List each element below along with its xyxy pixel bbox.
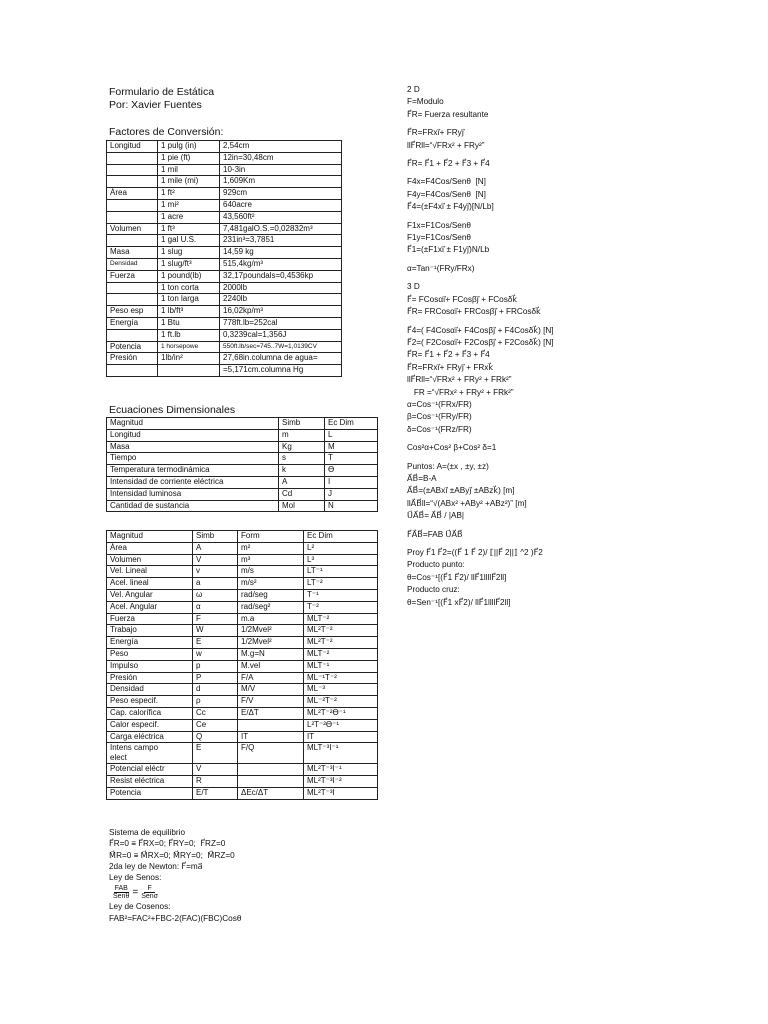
derived-magnitudes-cell: T⁻¹ [304, 589, 378, 601]
conversion-factors-row [107, 317, 342, 329]
vector-formula-line: F⃗= FCosαi⃗+ FCosβj⃗ + FCosδk⃗ [407, 294, 518, 304]
derived-magnitudes-header-row [107, 531, 378, 543]
derived-magnitudes-cell: Fuerza [107, 613, 193, 625]
conversion-factors-cell: 1 horsepowe [158, 341, 220, 353]
derived-magnitudes-cell: d [193, 684, 238, 696]
vector-formula-line: F⃗R= F⃗1 + F⃗2 + F⃗3 + F⃗4 [407, 350, 490, 360]
conversion-factors-cell: Área [107, 188, 158, 200]
conversion-factors-cell: 2000lb [220, 282, 342, 294]
conversion-factors-cell: 1 acre [158, 211, 220, 223]
derived-magnitudes-cell: MLT⁻² [304, 613, 378, 625]
vector-formula-line: F⃗R= F⃗1 + F⃗2 + F⃗3 + F⃗4 [407, 159, 490, 169]
derived-magnitudes-cell: ML²T⁻³I⁻¹ [304, 764, 378, 776]
equilibrium-line: Sistema de equilibrio [109, 828, 186, 837]
conversion-factors-cell: 1 pulg (in) [158, 141, 220, 153]
base-units-row [107, 488, 378, 500]
derived-magnitudes-row [107, 660, 378, 672]
derived-magnitudes-row [107, 731, 378, 743]
conversion-factors-row [107, 258, 342, 270]
conversion-factors-row [107, 294, 342, 306]
author-line: Por: Xavier Fuentes [109, 99, 202, 111]
conversion-factors-cell [107, 199, 158, 211]
conversion-factors-cell [107, 329, 158, 341]
base-units-cell: s [279, 453, 325, 465]
base-units-cell: M [325, 441, 378, 453]
equilibrium-section [109, 827, 241, 924]
derived-magnitudes-cell: ML⁻³ [304, 684, 378, 696]
base-units-cell: A [279, 476, 325, 488]
base-units-cell: m [279, 429, 325, 441]
derived-magnitudes-cell: R [193, 776, 238, 788]
vector-formula-line: F⃗4=(±F4xi⃗ ± F4yj⃗)[N/Lb] [407, 202, 494, 212]
base-units-header-cell: Magnitud [107, 418, 279, 430]
conversion-factors-cell: 1 slug [158, 247, 220, 259]
derived-magnitudes-cell: F/Q [238, 743, 304, 764]
derived-magnitudes-cell: Trabajo [107, 625, 193, 637]
conversion-factors-cell: 1 ft² [158, 188, 220, 200]
conversion-factors-row [107, 164, 342, 176]
derived-magnitudes-cell: α [193, 601, 238, 613]
derived-magnitudes-cell: Resist eléctrica [107, 776, 193, 788]
conversion-factors-title: Factores de Conversión: [109, 126, 224, 138]
derived-magnitudes-row [107, 707, 378, 719]
vector-formula-line: llF⃗Rll=“√FRx² + FRy²” [407, 140, 485, 150]
conversion-factors-cell: Densidad [107, 258, 158, 270]
vector-formula-line: Cos²α+Cos² β+Cos² δ=1 [407, 443, 497, 453]
derived-magnitudes-cell: rad/seg² [238, 601, 304, 613]
derived-magnitudes-cell: m/s [238, 566, 304, 578]
conversion-factors-cell: 1 ton larga [158, 294, 220, 306]
conversion-factors-cell: =5,171cm.columna Hg [220, 365, 342, 377]
derived-magnitudes-cell: Calor especif. [107, 719, 193, 731]
conversion-factors-row [107, 152, 342, 164]
vector-formula-line: A⃗B⃗=B-A [407, 473, 437, 483]
derived-magnitudes-cell: E/ΔT [238, 707, 304, 719]
derived-magnitudes-cell: 1/2Mvel² [238, 637, 304, 649]
derived-magnitudes-cell: m/s² [238, 578, 304, 590]
conversion-factors-cell [107, 365, 158, 377]
sines-numerator-2: F [144, 885, 154, 893]
derived-magnitudes-cell: Potencial eléctr [107, 764, 193, 776]
derived-magnitudes-row [107, 637, 378, 649]
derived-magnitudes-row [107, 566, 378, 578]
conversion-factors-row [107, 341, 342, 353]
derived-magnitudes-cell: rad/seg [238, 589, 304, 601]
conversion-factors-row [107, 188, 342, 200]
derived-magnitudes-cell: L²T⁻²ϴ⁻¹ [304, 719, 378, 731]
conversion-factors-cell: 1 ft³ [158, 223, 220, 235]
vector-formula-line: F=Modulo [407, 97, 444, 107]
base-units-row [107, 476, 378, 488]
base-units-cell: ϴ [325, 465, 378, 477]
conversion-factors-cell: Potencia [107, 341, 158, 353]
cosines-title: Ley de Cosenos: [109, 902, 171, 912]
derived-magnitudes-header-cell: Ec Dim [304, 531, 378, 543]
derived-magnitudes-cell: ω [193, 589, 238, 601]
derived-magnitudes-cell: ML⁻²T⁻² [304, 696, 378, 708]
vector-formula-line: F1y=F1Cos/Senθ [407, 233, 471, 243]
derived-magnitudes-cell: MLT⁻³I⁻¹ [304, 743, 378, 764]
base-units-cell: Cd [279, 488, 325, 500]
derived-magnitudes-cell: LT⁻² [304, 578, 378, 590]
base-units-header-row [107, 418, 378, 430]
base-units-row [107, 465, 378, 477]
vector-formula-line: F1x=F1Cos/Senθ [407, 220, 471, 230]
derived-magnitudes-cell: ΔEc/ΔT [238, 787, 304, 799]
vector-formula-line: Puntos: A=(±x , ±y, ±z) [407, 461, 489, 471]
sines-numerator-1: FAB [114, 884, 128, 892]
derived-magnitudes-cell: ρ [193, 696, 238, 708]
derived-magnitudes-header-cell: Form [238, 531, 304, 543]
base-units-cell: Mol [279, 500, 325, 512]
conversion-factors-cell: 1lb/in² [158, 353, 220, 365]
base-units-cell: T [325, 453, 378, 465]
derived-magnitudes-cell: Ce [193, 719, 238, 731]
vector-formula-line: F⃗R=FRxi⃗+ FRyj⃗ [407, 128, 465, 138]
equilibrium-line: M⃗R=0 ≡ M⃗RX=0; M⃗RY=0; M⃗RZ=0 [109, 850, 235, 860]
conversion-factors-cell: 1 gal U.S. [158, 235, 220, 247]
derived-magnitudes-header-cell: Magnitud [107, 531, 193, 543]
derived-magnitudes-cell: E [193, 743, 238, 764]
equilibrium-line: Ley de Senos: [109, 873, 162, 883]
base-units-cell: k [279, 465, 325, 477]
vector-formula-line: α=Cos⁻¹(FRx/FR) [407, 399, 472, 409]
conversion-factors-cell: 550ft.lb/sec=745..7W=1,0139CV [220, 341, 342, 353]
conversion-factors-cell: 1 pound(lb) [158, 270, 220, 282]
base-units-table [106, 417, 378, 512]
base-units-cell: J [325, 488, 378, 500]
conversion-factors-cell [158, 365, 220, 377]
vector-formula-line: FR =“√FRx² + FRy² + FRk²” [407, 387, 514, 397]
vector-formula-line: F⃗R= FRCosαi⃗+ FRCosβj⃗ + FRCosδk⃗ [407, 307, 541, 317]
conversion-factors-row [107, 176, 342, 188]
conversion-factors-cell: Masa [107, 247, 158, 259]
derived-magnitudes-cell: Impulso [107, 660, 193, 672]
conversion-factors-row [107, 247, 342, 259]
conversion-factors-cell: 1 pie (ft) [158, 152, 220, 164]
conversion-factors-cell [107, 176, 158, 188]
derived-magnitudes-cell: Área [107, 542, 193, 554]
derived-magnitudes-cell: ML⁻¹T⁻² [304, 672, 378, 684]
base-units-row [107, 429, 378, 441]
derived-magnitudes-cell: Cap. calorífica [107, 707, 193, 719]
derived-magnitudes-cell: Carga eléctrica [107, 731, 193, 743]
derived-magnitudes-table [106, 530, 378, 800]
derived-magnitudes-cell: Volumen [107, 554, 193, 566]
conversion-factors-cell: 12in=30,48cm [220, 152, 342, 164]
derived-magnitudes-cell: Acel. Angular [107, 601, 193, 613]
vector-formula-line: θ=Cos⁻¹[(F⃗1 F⃗2)/ llF⃗1llllF⃗2ll] [407, 572, 507, 582]
base-units-row [107, 500, 378, 512]
base-units-cell: N [325, 500, 378, 512]
vector-formula-line: llF⃗Rll=“√FRx² + FRy² + FRk²” [407, 375, 512, 385]
conversion-factors-cell: 7,481galO.S.=0,02832m³ [220, 223, 342, 235]
derived-magnitudes-row [107, 776, 378, 788]
derived-magnitudes-row [107, 613, 378, 625]
derived-magnitudes-cell: Potencia [107, 787, 193, 799]
vector-formula-line: F⃗2=( F2Cosαi⃗+ F2Cosβj⃗ + F2Cosδk⃗) [N] [407, 337, 554, 347]
conversion-factors-cell: 16,02kp/m³ [220, 306, 342, 318]
conversion-factors-table [106, 140, 342, 377]
derived-magnitudes-cell: F/A [238, 672, 304, 684]
conversion-factors-row [107, 270, 342, 282]
derived-magnitudes-cell: ML²T⁻² [304, 637, 378, 649]
conversion-factors-cell: 1 ft.lb [158, 329, 220, 341]
conversion-factors-cell: 14,59 kg [220, 247, 342, 259]
vector-formula-line: δ=Cos⁻¹(FRz/FR) [407, 424, 472, 434]
derived-magnitudes-cell: Densidad [107, 684, 193, 696]
base-units-row [107, 453, 378, 465]
base-units-cell: I [325, 476, 378, 488]
derived-magnitudes-cell: M.g=N [238, 648, 304, 660]
dimensional-equations-title: Ecuaciones Dimensionales [109, 404, 236, 416]
derived-magnitudes-cell: 1/2Mvel² [238, 625, 304, 637]
vector-formula-line: F4y=F4Cos/Senθ [N] [407, 189, 486, 199]
conversion-factors-row [107, 353, 342, 365]
vector-formula-line: U⃗A⃗B⃗= A⃗B⃗ / |AB| [407, 511, 465, 521]
derived-magnitudes-cell: ML²T⁻²ϴ⁻¹ [304, 707, 378, 719]
vector-formula-line: Proy F⃗1 F⃗2=((F⃗ 1 F⃗ 2)/ ⟦||F⃗ 2||⟧ ^2 )F⃗2 [407, 548, 543, 557]
conversion-factors-row [107, 199, 342, 211]
conversion-factors-cell: 32,17poundals=0,4536kp [220, 270, 342, 282]
derived-magnitudes-cell: W [193, 625, 238, 637]
derived-magnitudes-cell: Peso [107, 648, 193, 660]
conversion-factors-cell: Volumen [107, 223, 158, 235]
conversion-factors-cell [107, 152, 158, 164]
derived-magnitudes-cell: P [193, 672, 238, 684]
conversion-factors-row [107, 211, 342, 223]
conversion-factors-cell: 778ft.lb=252cal [220, 317, 342, 329]
conversion-factors-row [107, 141, 342, 153]
base-units-cell: L [325, 429, 378, 441]
base-units-cell: Intensidad de corriente eléctrica [107, 476, 279, 488]
vector-formula-line: β=Cos⁻¹(FRy/FR) [407, 412, 472, 422]
base-units-cell: Temperatura termodinámica [107, 465, 279, 477]
conversion-factors-row [107, 306, 342, 318]
sines-denominator-1: Senθ [113, 892, 130, 900]
base-units-header-cell: Ec Dim [325, 418, 378, 430]
derived-magnitudes-cell: V [193, 764, 238, 776]
derived-magnitudes-cell: Presión [107, 672, 193, 684]
derived-magnitudes-row [107, 578, 378, 590]
conversion-factors-cell: Peso esp [107, 306, 158, 318]
derived-magnitudes-row [107, 601, 378, 613]
derived-magnitudes-cell: M/V [238, 684, 304, 696]
vector-formula-line: F4x=F4Cos/Senθ [N] [407, 177, 486, 187]
conversion-factors-cell: 929cm [220, 188, 342, 200]
vector-formula-line: llA⃗B⃗ll=“√(ABx² +ABy² +ABz²)” [m] [407, 498, 527, 508]
vector-formula-line: 2 D [407, 85, 420, 94]
vector-formula-line: A⃗B⃗=(±ABxi⃗ ±AByj⃗ ±ABzk⃗) [m] [407, 486, 515, 496]
equilibrium-line: F⃗R=0 ≡ F⃗RX=0; F⃗RY=0; F⃗RZ=0 [109, 839, 226, 849]
derived-magnitudes-cell: Energía [107, 637, 193, 649]
conversion-factors-cell [107, 164, 158, 176]
conversion-factors-cell: 1 mile (mi) [158, 176, 220, 188]
vector-formula-line: F⃗4=( F4Cosαi⃗+ F4Cosβj⃗ + F4Cosδk⃗) [N] [407, 325, 554, 335]
base-units-cell: Intensidad luminosa [107, 488, 279, 500]
conversion-factors-cell: 1,609Km [220, 176, 342, 188]
derived-magnitudes-cell: Cc [193, 707, 238, 719]
vector-formula-line: F⃗A⃗B⃗=FAB U⃗A⃗B⃗ [407, 529, 463, 539]
derived-magnitudes-cell: F/V [238, 696, 304, 708]
conversion-factors-row [107, 282, 342, 294]
conversion-factors-cell: 231in³=3,7851 [220, 235, 342, 247]
conversion-factors-cell: 27,68in.columna de agua= [220, 353, 342, 365]
derived-magnitudes-cell: Peso especif. [107, 696, 193, 708]
derived-magnitudes-row [107, 554, 378, 566]
derived-magnitudes-cell: Q [193, 731, 238, 743]
conversion-factors-cell: Energía [107, 317, 158, 329]
base-units-cell: Masa [107, 441, 279, 453]
derived-magnitudes-row [107, 648, 378, 660]
conversion-factors-cell: 1 slug/ft³ [158, 258, 220, 270]
vector-formula-line: α=Tan⁻¹(FRy/FRx) [407, 263, 475, 273]
equilibrium-line: 2da ley de Newton: F⃗=ma⃗ [109, 861, 203, 871]
conversion-factors-cell [107, 211, 158, 223]
vector-formula-line: F⃗R= Fuerza resultante [407, 109, 489, 119]
derived-magnitudes-cell: F [193, 613, 238, 625]
conversion-factors-cell: Fuerza [107, 270, 158, 282]
conversion-factors-cell: 1 mil [158, 164, 220, 176]
derived-magnitudes-cell [238, 719, 304, 731]
vector-formulas-column [407, 84, 757, 609]
derived-magnitudes-cell: m³ [238, 554, 304, 566]
sines-denominator-2: Senσ [141, 892, 158, 900]
conversion-factors-cell: 2240lb [220, 294, 342, 306]
conversion-factors-cell: 1 Btu [158, 317, 220, 329]
base-units-cell: Tiempo [107, 453, 279, 465]
vector-formula-line: 3 D [407, 282, 420, 292]
conversion-factors-cell: 515,4kg/m³ [220, 258, 342, 270]
derived-magnitudes-cell: A [193, 542, 238, 554]
derived-magnitudes-cell: ML²T⁻³I⁻² [304, 776, 378, 788]
conversion-factors-cell: 1 mi² [158, 199, 220, 211]
derived-magnitudes-header-cell: Simb [193, 531, 238, 543]
conversion-factors-cell [107, 235, 158, 247]
vector-formula-line: F⃗1=(±F1xi⃗ ± F1yj⃗)N/Lb [407, 245, 490, 255]
derived-magnitudes-cell: Intens campo elect [107, 743, 193, 764]
conversion-factors-cell: 0,3239cal=1,356J [220, 329, 342, 341]
derived-magnitudes-cell: V [193, 554, 238, 566]
conversion-factors-cell: 2,54cm [220, 141, 342, 153]
conversion-factors-cell: Longitud [107, 141, 158, 153]
derived-magnitudes-cell: T⁻² [304, 601, 378, 613]
derived-magnitudes-cell: m² [238, 542, 304, 554]
derived-magnitudes-row [107, 719, 378, 731]
conversion-factors-cell [107, 294, 158, 306]
conversion-factors-row [107, 235, 342, 247]
derived-magnitudes-row [107, 672, 378, 684]
conversion-factors-row [107, 365, 342, 377]
base-units-cell: Cantidad de sustancia [107, 500, 279, 512]
derived-magnitudes-row [107, 743, 378, 764]
base-units-row [107, 441, 378, 453]
cosines-formula: FAB²=FAC²+FBC-2(FAC)(FBC)Cosθ [109, 913, 242, 923]
conversion-factors-cell [107, 282, 158, 294]
derived-magnitudes-cell: E [193, 637, 238, 649]
derived-magnitudes-cell: MLT⁻² [304, 648, 378, 660]
derived-magnitudes-cell: ML²T⁻³I [304, 787, 378, 799]
vector-formula-line: Producto punto: [407, 560, 465, 570]
derived-magnitudes-row [107, 542, 378, 554]
base-units-cell: Longitud [107, 429, 279, 441]
conversion-factors-cell: 10-3in [220, 164, 342, 176]
vector-formula-line: Producto cruz: [407, 585, 460, 595]
conversion-factors-cell: 1 ton corta [158, 282, 220, 294]
derived-magnitudes-cell: Acel. lineal [107, 578, 193, 590]
derived-magnitudes-cell: m.a [238, 613, 304, 625]
derived-magnitudes-cell: L³ [304, 554, 378, 566]
derived-magnitudes-cell: IT [238, 731, 304, 743]
conversion-factors-row [107, 223, 342, 235]
derived-magnitudes-cell [238, 764, 304, 776]
derived-magnitudes-cell: MLT⁻¹ [304, 660, 378, 672]
derived-magnitudes-cell: LT⁻¹ [304, 566, 378, 578]
derived-magnitudes-cell: Vel. Angular [107, 589, 193, 601]
derived-magnitudes-cell: M.vel [238, 660, 304, 672]
derived-magnitudes-cell: E/T [193, 787, 238, 799]
conversion-factors-cell: Presión [107, 353, 158, 365]
conversion-factors-row [107, 329, 342, 341]
conversion-factors-cell: 640acre [220, 199, 342, 211]
derived-magnitudes-row [107, 696, 378, 708]
conversion-factors-cell: 43,560ft² [220, 211, 342, 223]
derived-magnitudes-cell: v [193, 566, 238, 578]
derived-magnitudes-row [107, 764, 378, 776]
derived-magnitudes-cell: IT [304, 731, 378, 743]
sines-equals: = [132, 886, 139, 898]
derived-magnitudes-row [107, 787, 378, 799]
derived-magnitudes-cell: p [193, 660, 238, 672]
derived-magnitudes-row [107, 589, 378, 601]
derived-magnitudes-cell: L² [304, 542, 378, 554]
vector-formula-line: θ=Sen⁻¹[(F⃗1 xF⃗2)/ llF⃗1llllF⃗2ll] [407, 597, 511, 607]
derived-magnitudes-cell: w [193, 648, 238, 660]
derived-magnitudes-row [107, 684, 378, 696]
base-units-cell: Kg [279, 441, 325, 453]
base-units-header-cell: Simb [279, 418, 325, 430]
derived-magnitudes-cell: ML²T⁻² [304, 625, 378, 637]
derived-magnitudes-cell: Vel. Lineal [107, 566, 193, 578]
derived-magnitudes-cell: a [193, 578, 238, 590]
document-title: Formulario de Estática [109, 86, 215, 98]
derived-magnitudes-row [107, 625, 378, 637]
derived-magnitudes-cell [238, 776, 304, 788]
vector-formula-line: F⃗R=FRxi⃗+ FRyj⃗ + FRxk⃗ [407, 362, 494, 372]
conversion-factors-cell: 1 lb/ft³ [158, 306, 220, 318]
